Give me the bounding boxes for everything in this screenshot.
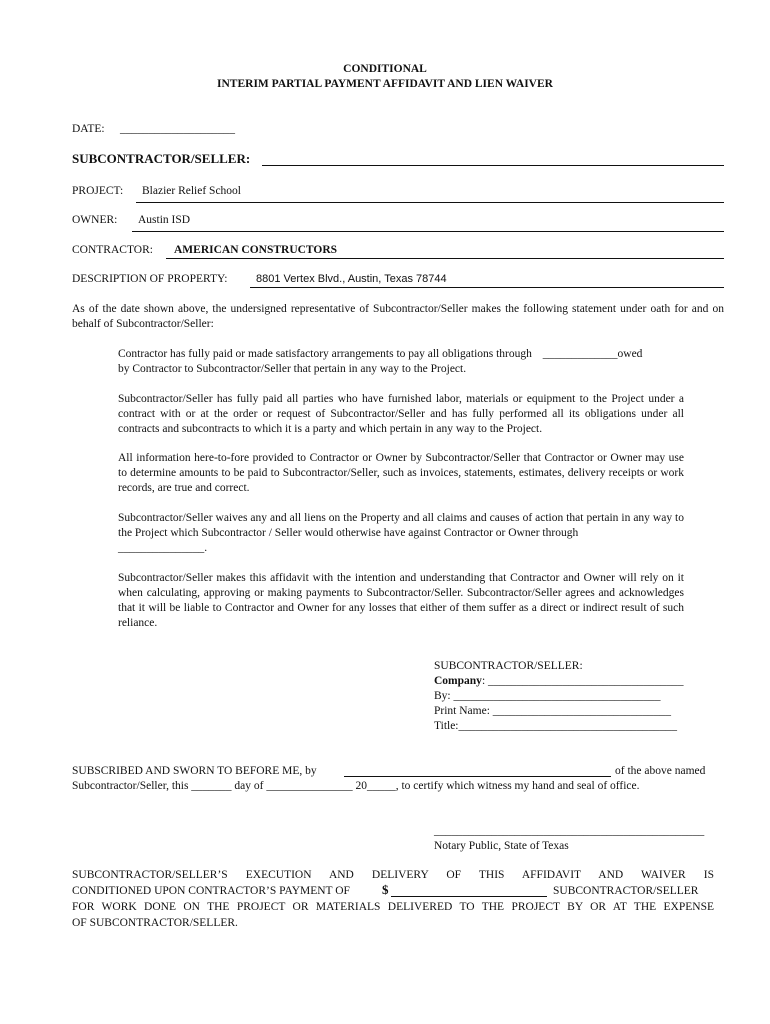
statement-1-owed: owed: [617, 348, 643, 360]
conditions-line-4: OF SUBCONTRACTOR/SELLER.: [72, 917, 238, 929]
print-name-field[interactable]: Print Name: _______________________________: [434, 705, 672, 717]
statement-1-line-1: [118, 347, 688, 362]
conditions-line-2b: SUBCONTRACTOR/SELLER: [553, 885, 699, 897]
owner-value: Austin ISD: [138, 214, 191, 226]
statement-3: All information here-to-fore provided to Contractor or Owner by Subcontractor/Seller that Contractor or Owner may use to determine amounts to be paid to Subcontractor/Seller, such as invoices, statements, estimates, delivery receipts or work records, are true and correct.: [118, 452, 684, 494]
property-label: DESCRIPTION OF PROPERTY:: [72, 273, 228, 285]
contractor-value: AMERICAN CONSTRUCTORS: [174, 244, 338, 256]
intro-paragraph: As of the date shown above, the undersigned representative of Subcontractor/Seller makes the following statement under oath for and on behalf of Subcontractor/Seller:: [72, 303, 724, 330]
conditions-line-1: SUBCONTRACTOR/SELLER’S EXECUTION AND DELIVERY OF THIS AFFIDAVIT AND WAIVER IS: [72, 869, 714, 881]
payment-amount-field[interactable]: [391, 896, 547, 897]
sworn-text-b: of the above named: [615, 765, 706, 777]
subcontractor-field[interactable]: [262, 165, 724, 166]
statement-5: Subcontractor/Seller makes this affidavit with the intention and understanding that Contractor and Owner will rely on it when calculating, approving or making payments to Subcontractor/Seller. Subcontractor/Seller agrees and acknowledges that it will be liable to Contractor and Owner for any losses that either of them suffer as a direct or indirect result of such reliance.: [118, 572, 684, 629]
sworn-text-c: Subcontractor/Seller, this _______ day of _______________ 20_____, to certify which witness my hand and seal of office.: [72, 780, 640, 792]
conditions-line-2a: CONDITIONED UPON CONTRACTOR’S PAYMENT OF: [72, 885, 350, 897]
document-subtitle: INTERIM PARTIAL PAYMENT AFFIDAVIT AND LIEN WAIVER: [217, 78, 553, 90]
sworn-text-a: SUBSCRIBED AND SWORN TO BEFORE ME, by: [72, 765, 317, 777]
owner-label: OWNER:: [72, 214, 118, 226]
project-value: Blazier Relief School: [142, 185, 241, 197]
notary-signature-line[interactable]: _______________________________________________: [434, 825, 705, 837]
property-field-line: [250, 287, 724, 288]
subcontractor-label: SUBCONTRACTOR/SELLER:: [72, 151, 251, 166]
property-value: 8801 Vertex Blvd., Austin, Texas 78744: [256, 273, 447, 285]
owner-field-line: [132, 231, 724, 232]
title-field[interactable]: Title:______________________________________: [434, 720, 678, 732]
dollar-sign: $: [382, 882, 389, 897]
document-title: CONDITIONAL: [343, 63, 427, 75]
date-label: DATE:: [72, 123, 105, 135]
statement-4: Subcontractor/Seller waives any and all liens on the Property and all claims and causes of action that pertain in any way to the Project which Subcontractor / Seller would otherwise have against Contractor or Owner through: [118, 512, 684, 539]
notary-label: Notary Public, State of Texas: [434, 840, 569, 852]
sworn-by-field[interactable]: [344, 776, 611, 777]
company-row: [434, 674, 684, 689]
statement-1-line-2: by Contractor to Subcontractor/Seller that pertain in any way to the Project.: [118, 363, 467, 375]
company-field[interactable]: : __________________________________: [481, 675, 684, 687]
contractor-field-line: [166, 258, 724, 259]
company-label: Company: [434, 675, 482, 687]
contractor-label: CONTRACTOR:: [72, 244, 153, 256]
statement-2: Subcontractor/Seller has fully paid all parties who have furnished labor, materials or equipment to the Project under a contract with or at the order or request of Subcontractor/Seller and has fully performed all its obligations under all contracts and subcontracts to which it is a party and which pertain in any way to the Project.: [118, 393, 684, 435]
project-label: PROJECT:: [72, 185, 124, 197]
project-field-line: [136, 202, 724, 203]
date-field[interactable]: ____________________: [120, 123, 235, 135]
through-date-field[interactable]: _____________: [542, 348, 618, 360]
waiver-through-field[interactable]: _______________.: [118, 542, 208, 554]
by-field[interactable]: By: ____________________________________: [434, 690, 661, 702]
conditions-line-3: FOR WORK DONE ON THE PROJECT OR MATERIALS DELIVERED TO THE PROJECT BY OR AT THE EXPENSE: [72, 901, 714, 913]
statement-1-text: Contractor has fully paid or made satisfactory arrangements to pay all obligations through: [118, 348, 532, 360]
signature-heading: SUBCONTRACTOR/SELLER:: [434, 660, 583, 672]
